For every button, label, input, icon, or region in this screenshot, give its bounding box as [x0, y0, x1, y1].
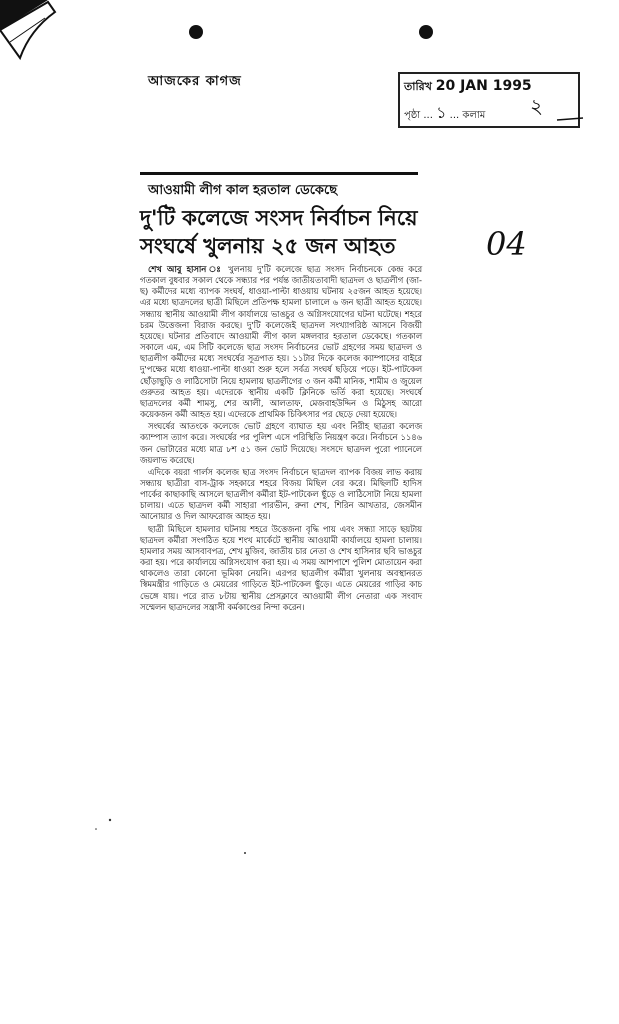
- article-kicker: আওয়ামী লীগ কাল হরতাল ডেকেছে: [148, 183, 338, 198]
- stamp-date-label: তারিখ: [404, 80, 432, 93]
- stamp-page-value: ১: [436, 103, 447, 122]
- handwritten-number: 04: [486, 225, 527, 263]
- stamp-column-value: ২: [530, 94, 544, 118]
- stamp-column-label: কলাম: [462, 110, 486, 121]
- article-headline: দু'টি কলেজে সংসদ নির্বাচন নিয়ে সংঘর্ষে খুলনায় ২৫ জন আহত: [140, 206, 418, 258]
- article-paragraph: ছাত্রী মিছিলে হামলার ঘটনায় শহরে উত্তেজনা বৃদ্ধি পায় এবং সন্ধ্যা সাড়ে ছয়টায় ছাত্রদল কর্মীরা সংগঠিত হয়ে শংখ মার্কেটে স্থানীয় আওয়ামী কার্যালয়ে হামলা চালায়। হামলার সময় আসবাবপত্র, শেখ মুজিব, জাতীয় চার নেতা ও শেখ হাসিনার ছবি ভাঙচুর করা হয়। পরে কার্যালয়ে অগ্নিসংযোগ করা হয়। এ সময় আশপাশে পুলিশ মোতায়েন করা থাকলেও তারা কোনো ভূমিকা নেয়নি। এরপর ছাত্রলীগ কর্মীরা খুলনায় অবস্থানরত স্বিমমন্ত্রীর গাড়িতে ও মেয়রের গাড়িতে ইট-পাটকেল ছুঁড়ে। এতে মেয়রের গাড়ির কাচ ভেঙ্গে যায়। পরে রাত ৮টায় স্থানীয় প্রেসক্লাবে আওয়ামী লীগ নেতারা এক সংবাদ সম্মেলন ছাত্রদলের সন্ত্রাসী কর্মকাণ্ডের নিন্দা করেন।: [140, 523, 422, 612]
- newspaper-name: আজকের কাগজ: [148, 74, 242, 89]
- stamp-page-label: পৃষ্ঠা: [404, 110, 421, 121]
- stamp-page-row: পৃষ্ঠা ... ১ ... কলাম: [404, 103, 486, 122]
- stamp-date-value: 20 JAN 1995: [435, 78, 532, 94]
- article-paragraph-text: খুলনায় দু'টি কলেজে ছাত্র সংসদ নির্বাচনকে কেন্দ্র করে গতকাল বুধবার সকাল থেকে সন্ধ্যার পর পর্যন্ত জাতীয়তাবাদী ছাত্রদল ও ছাত্রলীগ (জা-ছ) কর্মীদের মধ্যে ব্যাপক সংঘর্ষ, ধাওয়া-পাল্টা ধাওয়ায় ঘটনায় ২৫জন আহত হয়েছে। এর মধ্যে ছাত্রদলের ছাত্রী মিছিলে প্রতিপক্ষ হামলা চালালে ৬ জন ছাত্রী আহত হয়েছে। সন্ধ্যায় স্থানীয় আওয়ামী লীগ কার্যালয়ে ভাঙচুর ও অগ্নিসংযোগের ঘটনা ঘটেছে। শহরে চরম উত্তেজনা বিরাজ করছে। দু'টি কলেজেই ছাত্রদল সংখ্যাগরিষ্ঠ আসনে বিজয়ী হয়েছে। ঘটনার প্রতিবাদে আওয়ামী লীগ কাল মঙ্গলবার হরতাল ডেকেছে। গতকাল সকালে এম, এম সিটি কলেজে ছাত্র সংসদ নির্বাচনের ভোট গ্রহণের সময় ছাত্রদল ও ছাত্রলীগ কর্মীদের মধ্যে সংঘর্ষের সূত্রপাত হয়। ১১টার দিকে কলেজ ক্যাম্পাসের বাইরে দু'পক্ষের মধ্যে ধাওয়া-পাল্টা ধাওয়া শুরু হলে সর্বত্র সংঘর্ষ ছড়িয়ে পড়ে। ইট-পাটকেল ছোঁড়াছুড়ি ও লাঠিসোটা নিয়ে হামলায় ছাত্রলীগের ৩ জন কর্মী মানিক, শামীম ও জুয়েল গুরুতর আহত হয়। এদেরকে স্থানীয় একটি ক্লিনিকে ভর্তি করা হয়েছে। সংঘর্ষে ছাত্রদলের কর্মী শামসু, শের আলী, আলতাফ, মেজবাহউদ্দিন ও মিঠুসহ আরো কয়েকজন কর্মী আহত হয়। এদেরকে প্রাথমিক চিকিৎসার পর ছেড়ে দেয়া হয়েছে।: [140, 264, 423, 420]
- article-paragraph: এদিকে বয়রা গার্লস কলেজ ছাত্র সংসদ নির্বাচনে ছাত্রদল ব্যাপক বিজয় লাভ করায় সন্ধ্যায় ছাত্রীরা বাস-ট্রাক সহকারে শহরে বিজয় মিছিল বের করে। মিছিলটি হাদিস পার্কের কাছাকাছি আসলে ছাত্রলীগ কর্মীরা ইট-পাটকেল ছুঁড়ে ও লাঠিসোটা নিয়ে হামলা চালায়। এতে ছাত্রদল কর্মী সাহারা পারভীন, রুনা শেখ, শিরিন আখতার, জেসমীন আনোয়ার ও দিল আফরোজ আহত হয়।: [140, 466, 422, 522]
- article-author: শেখ আবু হাসান ঃ: [148, 264, 224, 274]
- article-paragraph: সংঘর্ষের আতংকে কলেজে ভোট গ্রহণে ব্যাঘাত হয় এবং নিরীহ ছাত্ররা কলেজ ক্যাম্পাস ত্যাগ করে। সংঘর্ষের পর পুলিশ এসে পরিস্থিতি নিয়ন্ত্রণ করে। নির্বাচনে ১১৪৬ জন ভোটারের মধ্যে মাত্র ৮শ ৫১ জন ভোট দিয়েছে। সংসদে ছাত্রদল পুরো প্যানেলে জয়লাভ করেছে।: [140, 421, 422, 465]
